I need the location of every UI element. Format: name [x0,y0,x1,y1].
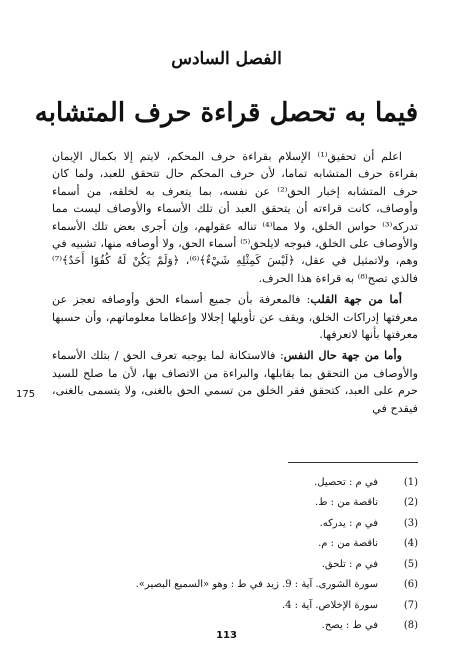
footnote-item [52,493,418,514]
paragraph-2-lead: أما من جهة القلب [310,292,403,307]
footnote-item [52,575,418,596]
paragraph-3 [52,347,418,417]
footnote-item [52,472,418,493]
footnote-number: (5) [403,558,418,570]
margin-number: 175 [16,389,36,400]
footnote-text: في م : يدركه. [319,517,378,529]
footnote-number: (3) [403,517,418,529]
paragraph-3-lead: وأما من جهة حال النفس [283,348,403,363]
footnote-item [52,554,418,575]
body-text [52,148,418,421]
paragraph-1: اعلم أن تحقيق⁽¹⁾ الإسلام بقراءة حرف المحكم، لايتم إلا بكمال الإيمان بقراءة حرف المتشابه تماما، لأن حرف المحكم حال تتحقق للعبد، ولما كان حرف المتشابه إخبار الحق⁽²⁾ عن نفسه، بما يتعرف به لخلقه، من أسماء وأوصاف، كانت قراءته أن يتحقق العبد أن تلك الأسماء والأوصاف ليست مما تدركه⁽³⁾ حواس الخلق، ولا مما⁽⁴⁾ تناله عقولهم، وإن أجرى بعض تلك الأسماء والأوصاف على الخلق، فبوجه لايلحق⁽⁵⁾ أسماء الحق، ولا أوصافه منها، تشبيه في وهم، ولاتمثيل في عقل، ﴿لَيْسَ كَمِثْلِهِ شَيْءٌ﴾⁽⁶⁾، ﴿وَلَمْ يَكُنْ لَهُ كُفُوًا أَحَدٌ﴾⁽⁷⁾ فالذي تصح⁽⁸⁾ به قراءة هذا الحرف. [52,150,419,285]
footnote-text: سورة الإخلاص. آية : 4. [281,599,378,611]
footnote-text: ناقصة من : ط. [315,497,378,509]
footnote-number: (6) [403,579,418,591]
footnote-text: سورة الشورى. آية : 9. زيد في ط : وهو «السميع البصير». [135,579,378,591]
footnote-number: (1) [403,476,418,488]
footnote-divider [288,462,418,463]
page-number: 113 [216,630,237,641]
footnote-number: (7) [403,599,418,611]
paragraph-2 [52,291,418,343]
footnote-text: في م : تلحق. [321,558,378,570]
footnotes-list [52,472,418,636]
section-title: فيما به تحصل قراءة حرف المتشابه [34,98,419,128]
footnote-number: (2) [403,497,418,509]
paragraph-2-text: : فالمعرفة بأن جميع أسماء الحق وأوصافه تعجز عن معرفتها إدراكات الخلق، ويقف عن تأويلها إجلالا وإعظاما معلوماتهم، وأن حسبها معرفتها بأنها لاتعرفها. [52,293,418,342]
paragraph-3-text: : فالاستكانة لما يوجبه تعرف الحق / بتلك الأسماء والأوصاف من التحقق بما يقابلها، والبراءة من الاتصاف بها، لأن ما صلح للسيد حرم على العبد، كتحقق فقر الخلق من تسمي الحق بالغنى، ولا يتسمى بالغنى، فيقدح في [52,349,418,415]
footnote-text: في م : تحصيل. [314,476,378,488]
footnote-text: ناقصة من : م. [318,538,378,550]
chapter-heading: الفصل السادس [171,49,282,69]
footnote-number: (4) [403,538,418,550]
footnote-text: في ط : يصح. [321,620,378,632]
footnote-item [52,513,418,534]
footnote-item [52,534,418,555]
footnote-number: (8) [403,620,418,632]
footnote-item [52,595,418,616]
